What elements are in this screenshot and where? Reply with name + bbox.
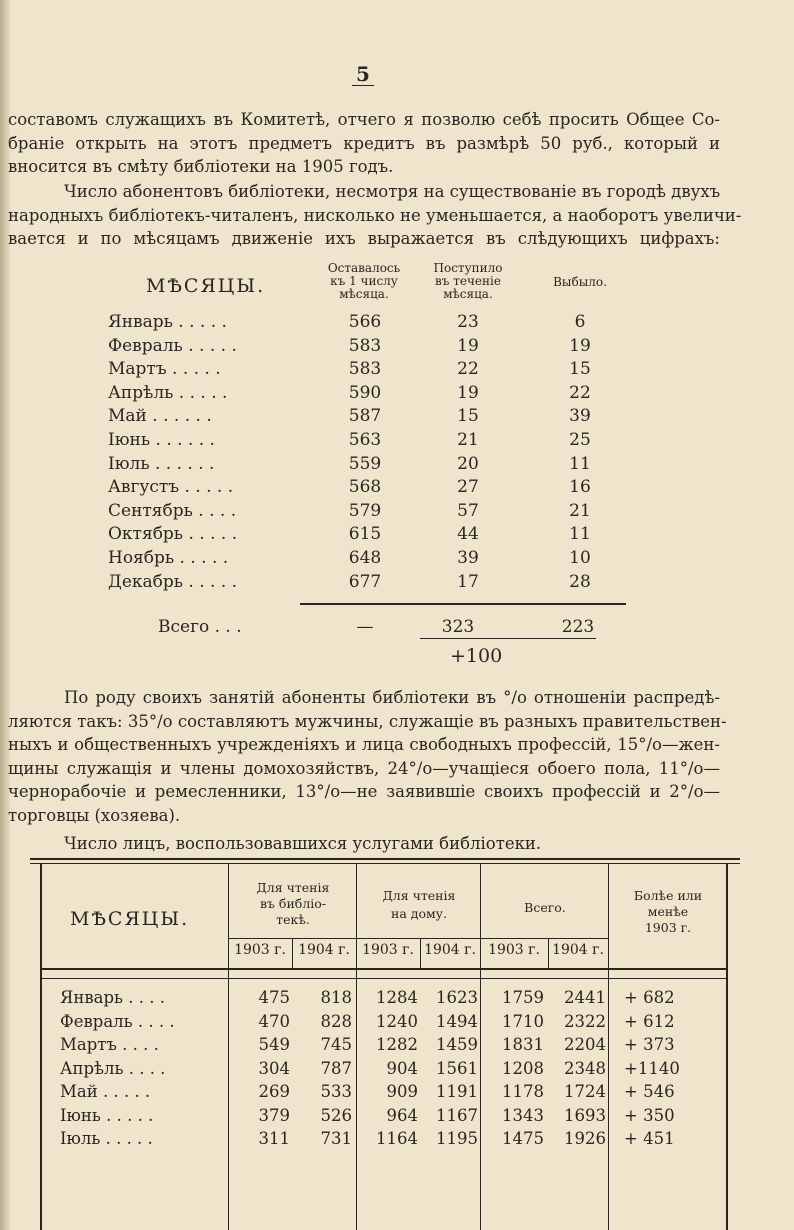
table-row (40, 988, 730, 1011)
table-row (0, 501, 794, 524)
remaining-value: 677 (348, 571, 382, 592)
remaining-value: 583 (348, 359, 382, 380)
total-arrived: 323 (441, 617, 475, 637)
header-total: Всего. (524, 900, 566, 915)
count-value: 1831 (502, 1035, 544, 1054)
remaining-value: 615 (348, 524, 382, 545)
left-value: 11 (569, 524, 591, 545)
header-home (358, 888, 480, 922)
total-row (0, 617, 794, 640)
text-line: Число абонентовъ библіотеки, несмотря на существованіе въ городѣ двухъ (64, 182, 721, 201)
text-line: народныхъ библіотекъ-читаленъ, нисколько не уменьшается, а наоборотъ увеличи- (8, 205, 742, 225)
count-value: 2322 (564, 1011, 606, 1031)
month-label: Іюнь . . . . . (60, 1105, 154, 1125)
header-line: Оставалось (327, 261, 401, 275)
text-line: составомъ служащихъ въ Комитетѣ, отчего я позволю себѣ просить Общее Со- (8, 110, 720, 129)
left-value: 25 (569, 430, 591, 450)
month-label: Февраль . . . . (60, 1011, 175, 1031)
count-value: 1164 (376, 1129, 418, 1148)
count-value: 470 (258, 1011, 290, 1031)
header-reading-room (230, 880, 356, 928)
text-line: ляются такъ: 35°/o составляютъ мужчины, служащіе въ разныхъ правительствен- (8, 711, 727, 731)
month-label: Сентябрь . . . . (108, 500, 237, 521)
header-line: Для чтенія (256, 880, 330, 895)
header-line: Для чтенія (382, 888, 456, 903)
month-label: Май . . . . . (60, 1082, 151, 1101)
count-value: 1459 (436, 1035, 478, 1054)
header-line: текѣ. (276, 912, 310, 927)
year-header: 1903 г. (488, 942, 540, 958)
arrived-value: 44 (457, 524, 479, 545)
table-row (0, 454, 794, 477)
count-value: 787 (320, 1058, 352, 1078)
table-row (0, 406, 794, 429)
year-rule (228, 938, 608, 939)
month-label: Октябрь . . . . . (108, 524, 238, 545)
header-line: въ теченіе (435, 274, 501, 288)
total-rule (300, 603, 626, 605)
count-value: 1343 (502, 1105, 544, 1125)
remaining-value: 568 (348, 477, 382, 498)
remaining-value: 583 (348, 335, 382, 356)
table-row (0, 524, 794, 547)
count-value: 304 (258, 1058, 290, 1078)
table-row (40, 1082, 730, 1105)
table-row (0, 572, 794, 595)
month-label: Май . . . . . . (108, 406, 212, 427)
remaining-value: 559 (348, 453, 382, 474)
left-value: 10 (569, 548, 591, 568)
diff-value: +1140 (624, 1058, 680, 1078)
top-rule-thin (30, 863, 740, 864)
diff-value: + 350 (624, 1105, 675, 1125)
count-value: 269 (258, 1082, 290, 1101)
table-row (40, 1129, 730, 1152)
text-line: вносится въ смѣту библіотеки на 1905 годъ. (8, 157, 394, 176)
paragraph-budget (8, 108, 720, 179)
month-label: Іюнь . . . . . . (108, 430, 215, 450)
count-value: 731 (320, 1129, 352, 1148)
left-value: 15 (569, 359, 591, 380)
arrived-value: 19 (457, 382, 479, 403)
count-value: 1693 (564, 1105, 606, 1125)
count-value: 549 (258, 1035, 290, 1054)
table-row (0, 359, 794, 382)
table-title: МѢСЯЦЫ. (70, 908, 190, 930)
text-line: ныхъ и общественныхъ учрежденіяхъ и лица свободныхъ профессій, 15°/o—жен- (8, 735, 720, 754)
total-remaining: — (356, 617, 374, 637)
arrived-value: 23 (457, 312, 479, 332)
arrived-value: 57 (457, 500, 479, 521)
arrived-value: 20 (457, 453, 479, 474)
header-arrived (422, 262, 514, 301)
arrived-value: 27 (457, 477, 479, 498)
table-row (0, 336, 794, 359)
count-value: 1475 (502, 1129, 544, 1148)
count-value: 1926 (564, 1129, 606, 1148)
count-value: 1240 (376, 1011, 418, 1031)
left-value: 22 (569, 382, 591, 403)
count-value: 1195 (436, 1129, 478, 1148)
count-value: 818 (320, 988, 352, 1007)
year-header: 1903 г. (234, 942, 286, 958)
table-row (40, 1106, 730, 1129)
count-value: 904 (386, 1058, 418, 1078)
count-value: 475 (258, 988, 290, 1007)
header-line: къ 1 числу (330, 274, 398, 288)
arrived-value: 17 (457, 571, 479, 592)
count-value: 1724 (564, 1082, 606, 1101)
year-header: 1904 г. (424, 942, 476, 958)
month-label: Февраль . . . . . (108, 335, 237, 356)
top-rule (30, 858, 740, 860)
month-label: Апрѣль . . . . . (108, 382, 228, 403)
header-left: Выбыло. (553, 275, 607, 289)
count-value: 2204 (564, 1035, 606, 1054)
total-label: Всего . . . (158, 617, 242, 637)
count-value: 1561 (436, 1058, 478, 1078)
count-value: 1284 (376, 988, 418, 1007)
year-header: 1904 г. (298, 942, 350, 958)
month-label: Августъ . . . . . (108, 477, 234, 498)
remaining-value: 563 (348, 430, 382, 450)
count-value: 1178 (502, 1082, 544, 1101)
arrived-value: 15 (457, 406, 479, 427)
text-line: щины служащія и члены домохозяйствъ, 24°/o—учащіеся обоего пола, 11°/o— (8, 758, 720, 778)
net-change: +100 (450, 645, 503, 667)
count-value: 1759 (502, 988, 544, 1007)
arrived-value: 19 (457, 335, 479, 356)
header-line: въ библіо- (259, 896, 327, 911)
table-row (0, 383, 794, 406)
table-title: МѢСЯЦЫ. (146, 275, 266, 297)
count-value: 1167 (436, 1105, 478, 1125)
month-label: Декабрь . . . . . (108, 571, 238, 592)
net-rule (420, 638, 596, 639)
text-line: Число лицъ, воспользовавшихся услугами библіотеки. (64, 834, 542, 853)
paragraph-usage (8, 832, 720, 856)
count-value: 745 (320, 1035, 352, 1054)
left-value: 6 (574, 312, 586, 332)
left-value: 21 (569, 500, 591, 521)
count-value: 1282 (376, 1035, 418, 1054)
table-row (0, 430, 794, 453)
remaining-value: 590 (348, 382, 382, 403)
month-label: Мартъ . . . . (60, 1035, 159, 1054)
paragraph-occupations (8, 686, 727, 827)
count-value: 2441 (564, 988, 606, 1007)
count-value: 1494 (436, 1011, 478, 1031)
header-line: Болѣе или (633, 888, 703, 903)
usage-table (40, 858, 730, 1230)
remaining-value: 648 (348, 548, 382, 568)
year-header: 1904 г. (552, 942, 604, 958)
header-line: мѣсяца. (443, 287, 493, 301)
month-label: Іюль . . . . . (60, 1129, 153, 1148)
text-line: браніе открыть на этотъ предметъ кредитъ въ размѣрѣ 50 руб., который и (8, 133, 720, 153)
table-row (40, 1035, 730, 1058)
diff-value: + 373 (624, 1035, 675, 1054)
header-line: Поступило (433, 261, 503, 275)
count-value: 1710 (502, 1011, 544, 1031)
table-row (40, 1059, 730, 1082)
month-label: Апрѣль . . . . (60, 1058, 166, 1078)
count-value: 1208 (502, 1058, 544, 1078)
text-line: вается и по мѣсяцамъ движеніе ихъ выражается въ слѣдующихъ цифрахъ: (8, 229, 720, 248)
page-number: 5 (352, 63, 374, 86)
diff-value: + 451 (624, 1129, 675, 1148)
header-bottom-rule (40, 968, 728, 970)
month-label: Январь . . . . (60, 988, 165, 1007)
header-remaining (318, 262, 410, 301)
header-line: менѣе (647, 904, 689, 919)
text-line: чернорабочіе и ремесленники, 13°/o—не заявившіе своихъ профессій и 2°/o— (8, 782, 720, 801)
header-diff (610, 888, 726, 936)
count-value: 828 (320, 1011, 352, 1031)
count-value: 909 (386, 1082, 418, 1101)
count-value: 526 (320, 1105, 352, 1125)
month-label: Іюль . . . . . . (108, 453, 215, 474)
text-line: торговцы (хозяева). (8, 805, 181, 825)
year-header: 1903 г. (362, 942, 414, 958)
month-label: Ноябрь . . . . . (108, 548, 229, 568)
table-row (0, 477, 794, 500)
diff-value: + 612 (624, 1011, 675, 1031)
arrived-value: 39 (457, 548, 479, 568)
count-value: 964 (386, 1105, 418, 1125)
diff-value: + 682 (624, 988, 675, 1007)
count-value: 533 (320, 1082, 352, 1101)
remaining-value: 587 (348, 406, 382, 427)
left-value: 11 (569, 453, 591, 474)
header-bottom-thin (40, 978, 728, 979)
count-value: 379 (258, 1105, 290, 1125)
count-value: 1191 (436, 1082, 478, 1101)
paragraph-subscribers (8, 180, 742, 251)
count-value: 311 (258, 1129, 290, 1148)
left-value: 28 (569, 571, 591, 592)
text-line: По роду своихъ занятій абоненты библіотеки въ °/o отношеніи распредѣ- (64, 688, 720, 707)
header-line: мѣсяца. (339, 287, 389, 301)
table-row (0, 548, 794, 571)
table-row (0, 312, 794, 335)
diff-value: + 546 (624, 1082, 675, 1101)
remaining-value: 579 (348, 500, 382, 521)
left-value: 19 (569, 335, 591, 356)
table-row (40, 1012, 730, 1035)
left-value: 16 (569, 477, 591, 498)
arrived-value: 21 (457, 430, 479, 450)
count-value: 1623 (436, 988, 478, 1007)
month-label: Мартъ . . . . . (108, 359, 221, 380)
month-label: Январь . . . . . (108, 312, 227, 332)
header-line: 1903 г. (644, 920, 692, 935)
remaining-value: 566 (348, 312, 382, 332)
total-left: 223 (561, 617, 595, 637)
left-value: 39 (569, 406, 591, 427)
header-line: на дому. (390, 906, 448, 921)
count-value: 2348 (564, 1058, 606, 1078)
arrived-value: 22 (457, 359, 479, 380)
